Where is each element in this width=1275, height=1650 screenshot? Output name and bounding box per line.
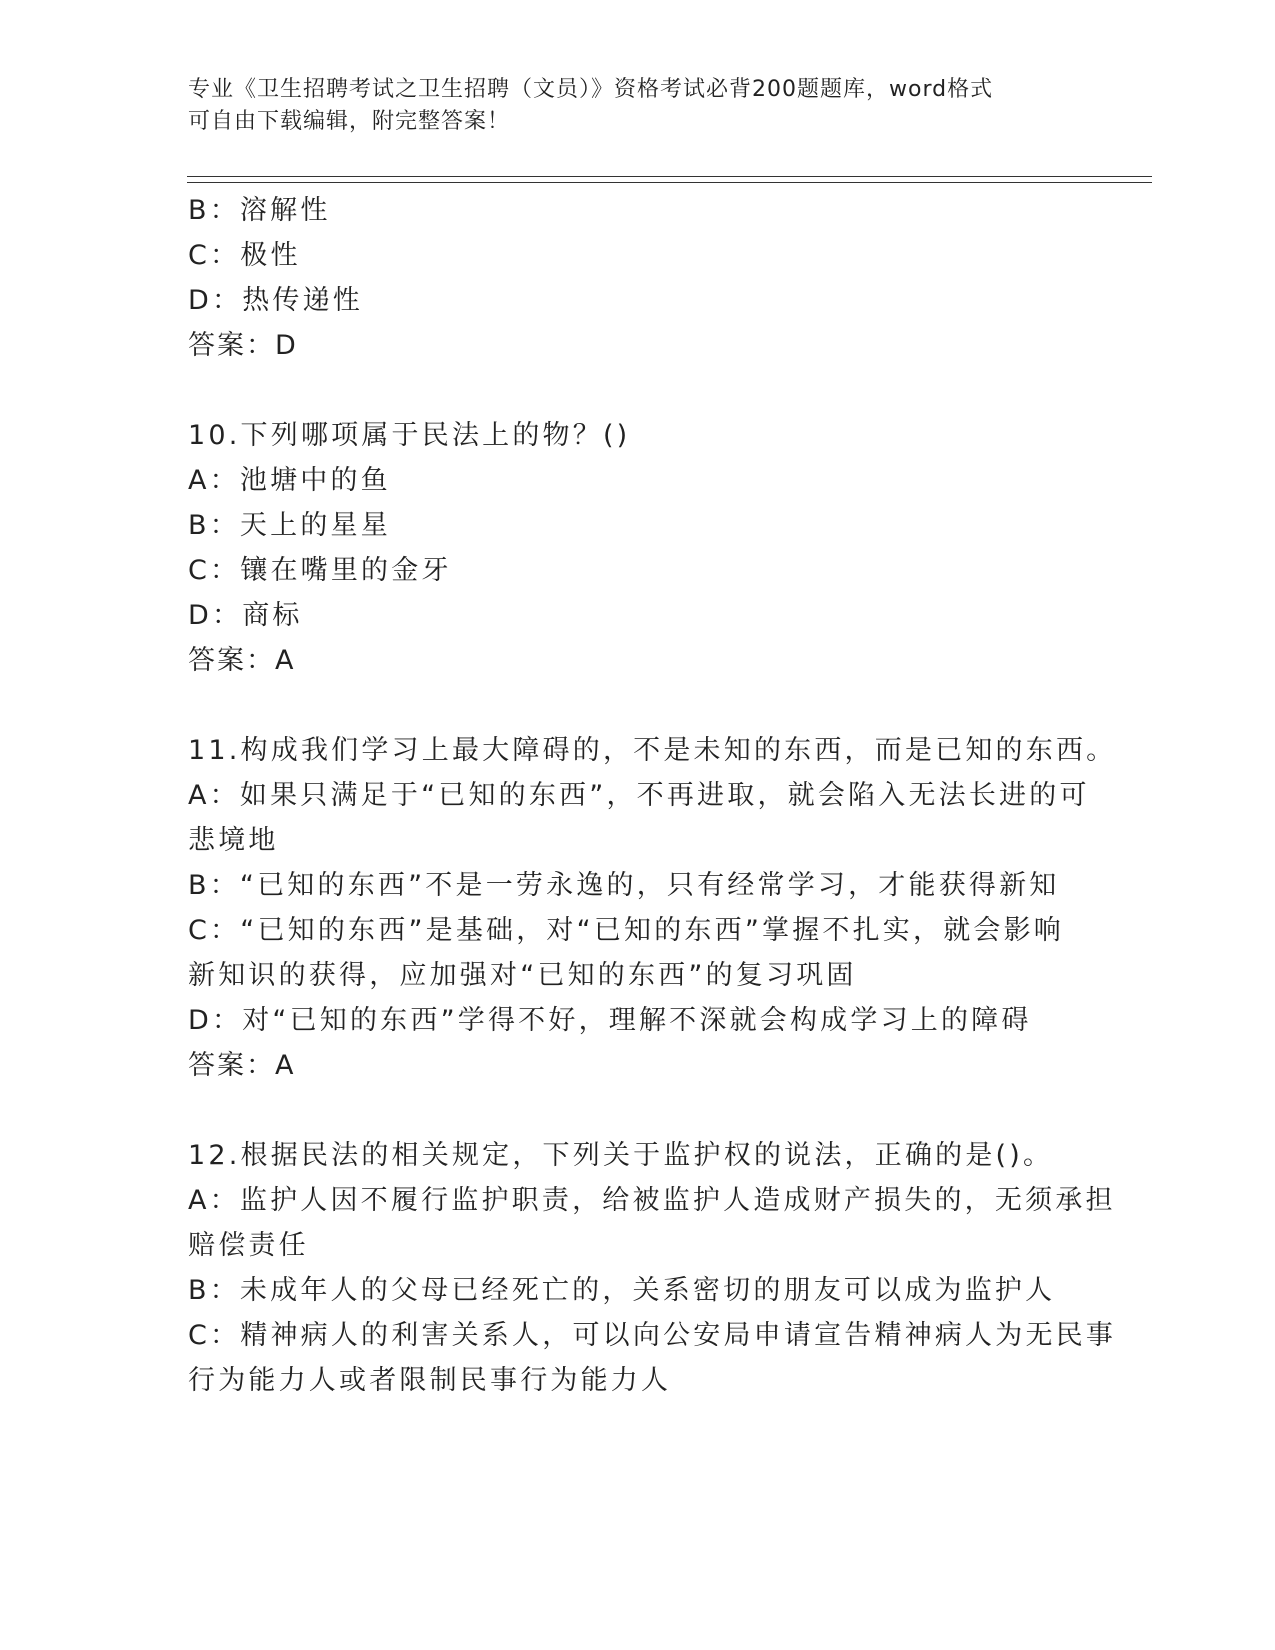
option-c-line-2: 新知识的获得，应加强对“已知的东西”的复习巩固 [188, 960, 857, 991]
question-stem: 11.构成我们学习上最大障碍的，不是未知的东西，而是已知的东西。 [188, 735, 1117, 766]
spacer [188, 368, 1078, 413]
question-stem: 12.根据民法的相关规定，下列关于监护权的说法，正确的是()。 [188, 1140, 1054, 1171]
option-c: C：镶在嘴里的金牙 [188, 555, 452, 586]
option-b: B：未成年人的父母已经死亡的，关系密切的朋友可以成为监护人 [188, 1275, 1056, 1306]
question-12 [188, 1133, 1117, 1403]
question-stem: 10.下列哪项属于民法上的物？() [188, 420, 631, 451]
question-9-tail [188, 188, 1078, 368]
option-b: B：“已知的东西”不是一劳永逸的，只有经常学习，才能获得新知 [188, 870, 1060, 901]
option-b: B：天上的星星 [188, 510, 391, 541]
option-c-line-1: C：“已知的东西”是基础，对“已知的东西”掌握不扎实，就会影响 [188, 915, 1065, 946]
answer: 答案：A [188, 1050, 296, 1081]
answer: 答案：D [188, 330, 298, 361]
option-a-line-1: A：监护人因不履行监护职责，给被监护人造成财产损失的，无须承担 [188, 1185, 1116, 1216]
option-d: D：对“已知的东西”学得不好，理解不深就会构成学习上的障碍 [188, 1005, 1032, 1036]
answer: 答案：A [188, 645, 296, 676]
option-b: B：溶解性 [188, 195, 331, 226]
header-divider-top [187, 176, 1152, 177]
question-list [188, 188, 1117, 1403]
option-d: D：商标 [188, 600, 303, 631]
header-line-2: 可自由下载编辑，附完整答案！ [188, 109, 511, 134]
option-a-line-2: 赔偿责任 [188, 1230, 309, 1261]
spacer [188, 1088, 1078, 1133]
option-c: C：极性 [188, 240, 301, 271]
option-a-line-2: 悲境地 [188, 825, 279, 856]
option-a: A：池塘中的鱼 [188, 465, 391, 496]
header-divider-bottom [187, 182, 1152, 183]
document-header [188, 74, 1068, 138]
option-c-line-1: C：精神病人的利害关系人，可以向公安局申请宣告精神病人为无民事 [188, 1320, 1117, 1351]
option-c-line-2: 行为能力人或者限制民事行为能力人 [188, 1365, 672, 1396]
option-a-line-1: A：如果只满足于“已知的东西”，不再进取，就会陷入无法长进的可 [188, 780, 1090, 811]
spacer [188, 683, 1078, 728]
option-d: D：热传递性 [188, 285, 363, 316]
question-11 [188, 728, 1117, 1088]
question-10 [188, 413, 1078, 683]
header-line-1: 专业《卫生招聘考试之卫生招聘（文员）》资格考试必背200题题库，word格式 [188, 77, 994, 102]
